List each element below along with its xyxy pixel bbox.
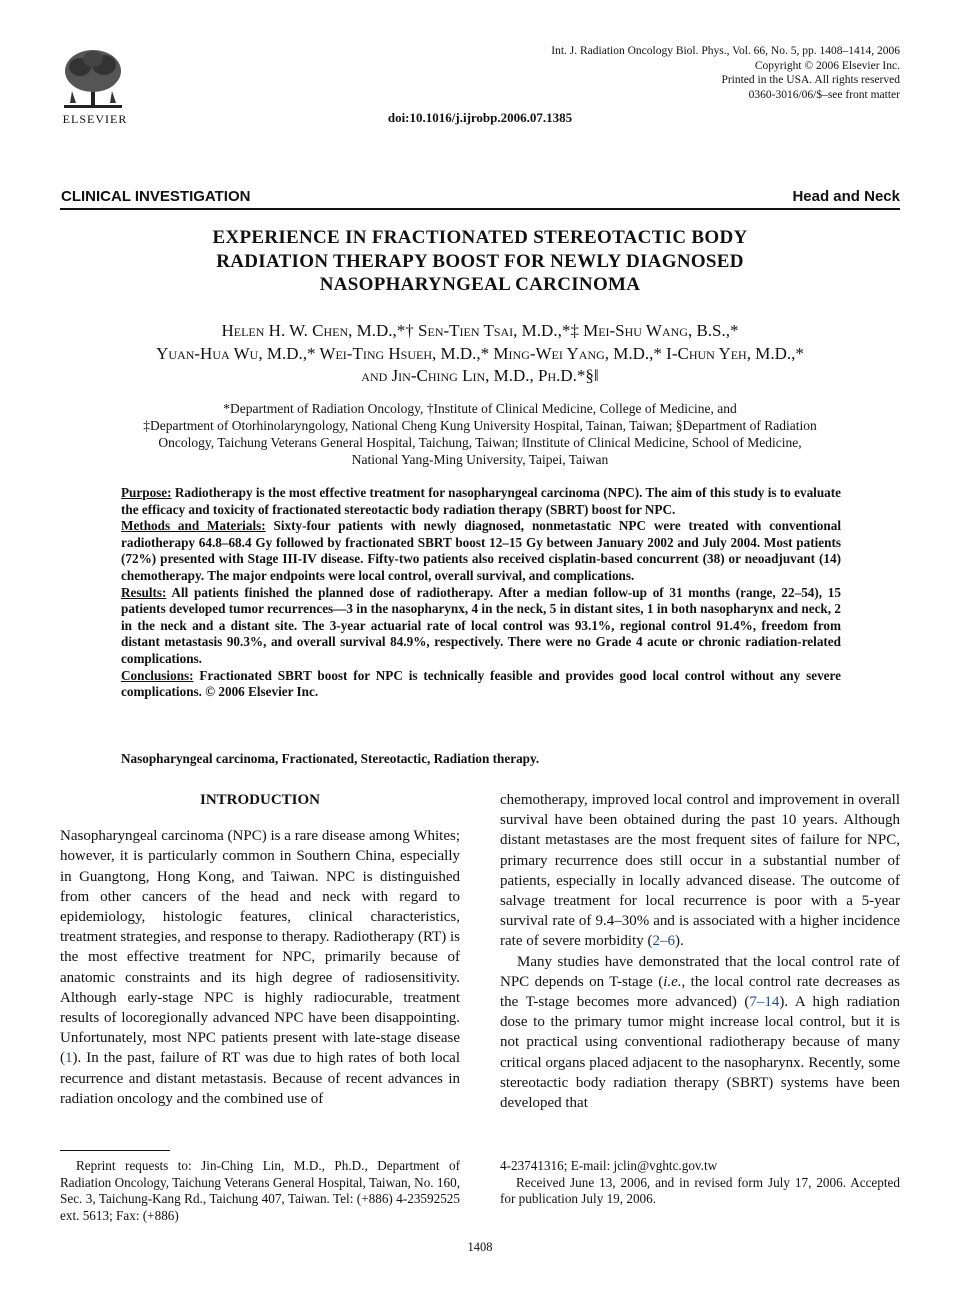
article-title: EXPERIENCE IN FRACTIONATED STEREOTACTIC BODY RADIATION THERAPY BOOST FOR NEWLY DIAGNOSED NASOPHARYNGEAL CARCINOMA [212, 227, 748, 295]
citation-link[interactable]: 2–6 [652, 933, 675, 950]
affiliations: *Department of Radiation Oncology, †Institute of Clinical Medicine, College of Medicine, and ‡Department of Otorhinolaryngology, National Cheng Kung University Hospital, Tainan, Taiwan; §Department of Radiation Oncology, Taichung Veterans General Hospital, Taichung, Taiwan; ‖Institute of Clinical Medicine, School of Medicine, National Yang-Ming University, Taipei, Taiwan [143, 401, 817, 467]
contact-line: 4-23741316; E-mail: jclin@vghtc.gov.tw [500, 1158, 718, 1173]
header-rule [60, 208, 900, 210]
journal-citation: Int. J. Radiation Oncology Biol. Phys., Vol. 66, No. 5, pp. 1408–1414, 2006 [551, 45, 900, 57]
paragraph-text: ). [674, 933, 684, 950]
italic-text: i.e. [663, 973, 682, 990]
paragraph-text: chemotherapy, improved local control and improvement in overall survival have been obtained during the past 10 years. Although distant metastases are the most frequent sites of failure for NPC, primary recurrence does still occur in a substantial number of patients, especially in locally advanced disease. The outcome of salvage treatment for local recurrence is poor with a 5-year survival rate of 9.4–30% and is associated with a higher incidence rate of severe morbidity ( [500, 792, 900, 950]
journal-info [500, 44, 900, 102]
reprint-requests: Reprint requests to: Jin-Ching Lin, M.D., Ph.D., Department of Radiation Oncology, Taichung Veterans General Hospital, Taiwan, No. 160, Sec. 3, Taichung-Kang Rd., Taichung 407, Taiwan. Tel: (+886) 4-23592525 ext. 5613; Fax: (+886) [60, 1158, 460, 1223]
section-heading-introduction: INTRODUCTION [199, 792, 320, 808]
paragraph [500, 952, 900, 1114]
page-number: 1408 [467, 1240, 493, 1254]
footnote-right [500, 1158, 900, 1208]
methods-text: Sixty-four patients with newly diagnosed, nonmetastatic NPC were treated with conventional radiotherapy 64.8–68.4 Gy followed by fractionated SBRT boost 12–15 Gy between January 2002 and July 2004. Most patients (72%) presented with Stage III-IV disease. Fifty-two patients also received cisplatin-based concurrent (38) or neoadjuvant (14) chemotherapy. The major endpoints were local control, overall survival, and complications. [121, 518, 841, 583]
paragraph [500, 790, 900, 952]
keywords: Nasopharyngeal carcinoma, Fractionated, Stereotactic, Radiation therapy. [121, 751, 540, 766]
copyright-line: Copyright © 2006 Elsevier Inc. [754, 59, 900, 72]
results-text: All patients finished the planned dose of radiotherapy. After a median follow-up of 31 months (range, 22–54), 15 patients developed tumor recurrences—3 in the nasopharynx, 4 in the neck, 5 in distant sites, 1 in both nasopharynx and neck, 2 in the neck and a distant site. The 3-year actuarial rate of local control was 93.1%, regional control 91.4%, freedom from distant metastasis 90.3%, and overall survival 84.9%, respectively. There were no Grade 4 acute or chronic radiation-related complications. [121, 584, 841, 666]
body-column-right [500, 790, 900, 1113]
abstract-results [121, 585, 841, 668]
methods-label: Methods and Materials: [121, 518, 266, 534]
abstract-methods [121, 518, 841, 584]
elsevier-wordmark: ELSEVIER [62, 112, 128, 126]
abstract-purpose [121, 485, 841, 518]
citation-link[interactable]: 1 [65, 1050, 73, 1067]
paragraph-text: , the local control rate decreases as the T-stage becomes more advanced) ( [500, 973, 900, 1011]
section-label: CLINICAL INVESTIGATION [61, 188, 251, 205]
abstract-conclusions [121, 668, 841, 701]
abstract [121, 485, 841, 701]
conclusions-label: Conclusions: [121, 667, 194, 683]
author-list: Helen H. W. Chen, M.D.,*† Sen-Tien Tsai, M.D.,*‡ Mei-Shu Wang, B.S.,* Yuan-Hua Wu, M.D.,* Wei-Ting Hsueh, M.D.,* Ming-Wei Yang, M.D.,* I-Chun Yeh, M.D.,* and Jin-Ching Lin, M.D., Ph.D.*§‖ [156, 321, 804, 385]
paragraph-text: Nasopharyngeal carcinoma (NPC) is a rare disease among Whites; however, it is particularly common in Southern China, especially in Guangtong, Hong Kong, and Taiwan. NPC is distinguished from other cancers of the head and neck with regard to epidemiology, histologic features, clinical characteristics, treatment strategies, and response to therapy. Radiotherapy (RT) is the most effective treatment for NPC, primarily because of anatomic constraints and its high degree of radiosensitivity. Although early-stage NPC is highly radiocurable, treatment results of locoregionally advanced NPC have been disappointing. Unfortunately, most NPC patients present with late-stage disease ( [60, 828, 460, 1067]
paragraph-text: ). A high radiation dose to the primary tumor might increase local control, but it is not practical using conventional radiotherapy because of many critical organs placed adjacent to the nasopharynx. Recently, some stereotactic body radiation therapy (SBRT) systems have been developed that [500, 994, 901, 1112]
purpose-text: Radiotherapy is the most effective treatment for nasopharyngeal carcinoma (NPC). The aim of this study is to evaluate the efficacy and toxicity of fractionated stereotactic body radiation therapy (SBRT) boost for NPC. [121, 485, 841, 517]
paragraph [60, 826, 460, 1109]
doi[interactable]: doi:10.1016/j.ijrobp.2006.07.1385 [387, 110, 573, 125]
footnote-rule [60, 1150, 170, 1151]
received-line: Received June 13, 2006, and in revised form July 17, 2006. Accepted for publication July 19, 2006. [500, 1174, 900, 1207]
elsevier-tree-icon [60, 47, 126, 109]
conclusions-text: Fractionated SBRT boost for NPC is technically feasible and provides good local control without any severe complications. © 2006 Elsevier Inc. [121, 667, 841, 700]
body-column-left [60, 790, 460, 1109]
issn-line: 0360-3016/06/$–see front matter [748, 88, 900, 101]
subsection-label: Head and Neck [792, 188, 900, 205]
printed-line: Printed in the USA. All rights reserved [721, 74, 900, 86]
paragraph-text: ). In the past, failure of RT was due to high rates of both local recurrence and distant metastasis. Because of recent advances in radiation oncology and the combined use of [60, 1050, 460, 1107]
footnote-left [60, 1158, 460, 1224]
results-label: Results: [121, 584, 167, 600]
paragraph-text: Many studies have demonstrated that the local control rate of NPC depends on T-stage ( [500, 953, 900, 990]
purpose-label: Purpose: [121, 485, 172, 500]
citation-link[interactable]: 7–14 [749, 994, 780, 1011]
